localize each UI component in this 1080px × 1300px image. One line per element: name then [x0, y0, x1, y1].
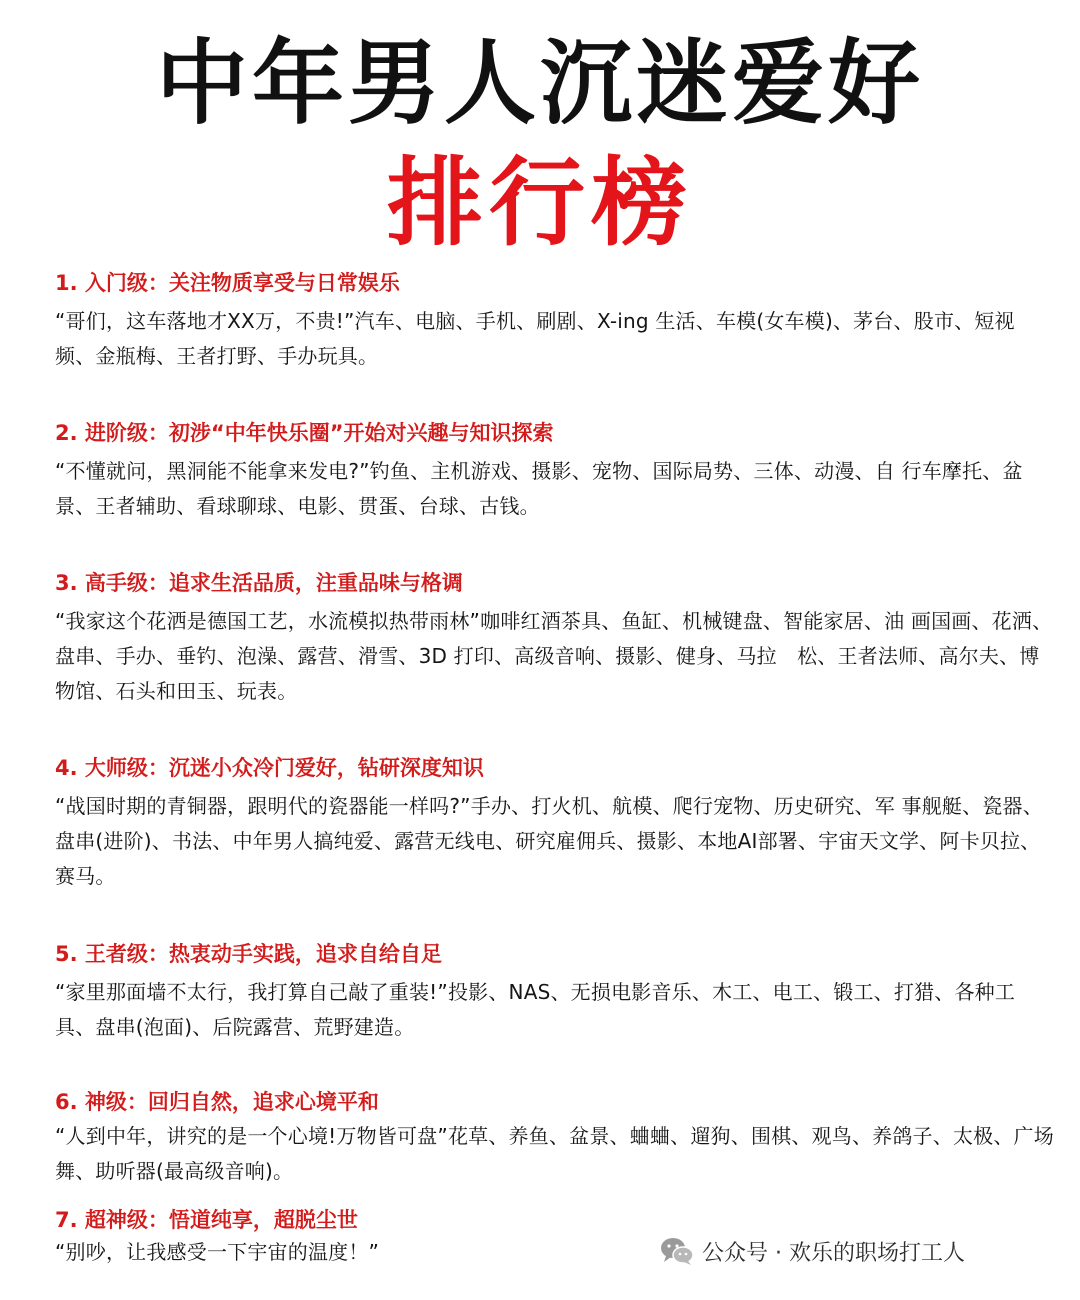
section-heading: 1. 入门级：关注物质享受与日常娱乐: [55, 271, 400, 295]
section-level-3: [55, 568, 1055, 709]
section-body: “哥们，这车落地才XX万，不贵!”汽车、电脑、手机、刷剧、X-ing 生活、车模(女车模)、茅台、股市、短视频、金瓶梅、王者打野、手办玩具。: [55, 309, 1015, 368]
wechat-icon: [660, 1236, 694, 1266]
section-level-1: [55, 268, 1055, 374]
section-heading: 3. 高手级：追求生活品质，注重品味与格调: [55, 571, 463, 595]
section-body: “战国时期的青铜器，跟明代的瓷器能一样吗?”手办、打火机、航模、爬行宠物、历史研究、军 事舰艇、瓷器、盘串(进阶)、书法、中年男人搞纯爱、露营无线电、研究雇佣兵、摄影、本地AI部署、宇宙天文学、阿卡贝拉、赛马。: [55, 794, 1043, 888]
section-body: “别吵，让我感受一下宇宙的温度！”: [55, 1240, 380, 1264]
watermark-text: 公众号 · 欢乐的职场打工人: [702, 1240, 965, 1266]
section-body: “不懂就问，黑洞能不能拿来发电?”钓鱼、主机游戏、摄影、宠物、国际局势、三体、动漫、自 行车摩托、盆景、王者辅助、看球聊球、电影、贯蛋、台球、古钱。: [55, 459, 1023, 518]
section-body: “人到中年，讲究的是一个心境!万物皆可盘”花草、养鱼、盆景、蛐蛐、遛狗、围棋、观鸟、养鸽子、太极、广场舞、助听器(最高级音响)。: [55, 1124, 1054, 1183]
section-heading: 2. 进阶级：初涉“中年快乐圈”开始对兴趣与知识探索: [55, 421, 554, 445]
section-level-5: [55, 939, 1055, 1045]
section-body: “家里那面墙不太行，我打算自己敲了重装!”投影、NAS、无损电影音乐、木工、电工、锻工、打猎、各种工具、盘串(泡面)、后院露营、荒野建造。: [55, 980, 1016, 1039]
section-level-4: [55, 753, 1055, 894]
section-heading: 6. 神级：回归自然，追求心境平和: [55, 1090, 379, 1114]
section-heading: 7. 超神级：悟道纯享，超脱尘世: [55, 1208, 358, 1232]
section-level-2: [55, 418, 1055, 524]
page-subtitle: 排行榜: [387, 147, 693, 259]
page-title: 中年男人沉迷爱好: [155, 30, 924, 137]
section-body: “我家这个花洒是德国工艺，水流模拟热带雨林”咖啡红酒茶具、鱼缸、机械键盘、智能家居、油 画国画、花洒、盘串、手办、垂钓、泡澡、露营、滑雪、3D 打印、高级音响、摄影、健身、马拉 松、王者法师、高尔夫、博物馆、石头和田玉、玩表。: [55, 609, 1053, 703]
section-level-6: [55, 1087, 1055, 1189]
section-heading: 5. 王者级：热衷动手实践，追求自给自足: [55, 942, 442, 966]
section-heading: 4. 大师级：沉迷小众冷门爱好，钻研深度知识: [55, 756, 484, 780]
wechat-watermark: [660, 1233, 965, 1269]
